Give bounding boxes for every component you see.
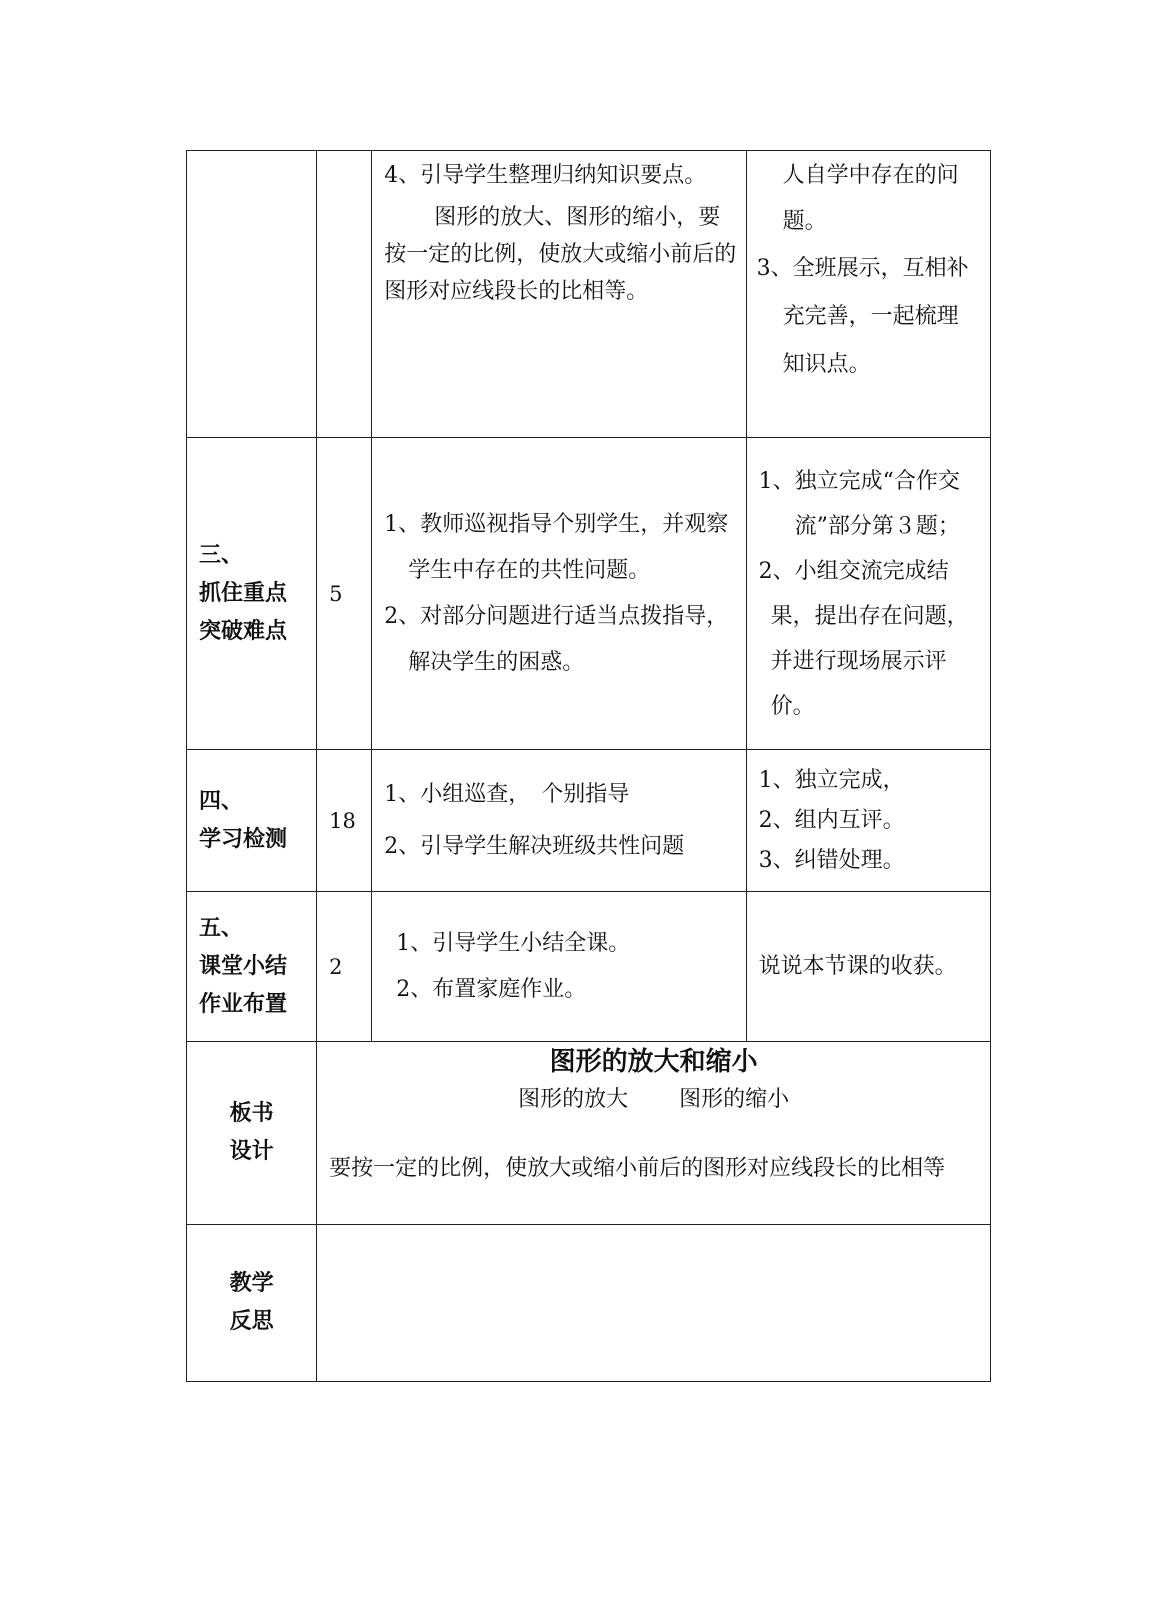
student-activity-cell <box>746 438 990 750</box>
minutes-cell: 5 <box>317 438 372 750</box>
student-line: 人自学中存在的问题。 <box>782 163 959 234</box>
table-row <box>187 750 991 892</box>
board-design-label <box>187 1042 317 1225</box>
table-row <box>187 151 991 438</box>
stage-label: 抓住重点 <box>199 580 288 606</box>
stage-cell <box>187 892 317 1042</box>
stage-label: 作业布置 <box>199 991 288 1017</box>
reflection-content <box>317 1225 991 1382</box>
board-sub-enlarge: 图形的放大 <box>518 1087 629 1112</box>
stage-cell <box>187 438 317 750</box>
student-line: 2、小组交流完成结果，提出存在问题，并进行现场展示评价。 <box>758 558 969 719</box>
teacher-activity-cell <box>372 151 746 438</box>
student-line: 1、独立完成， <box>758 767 905 793</box>
table-row <box>187 892 991 1042</box>
student-line: 2、组内互评。 <box>758 807 905 833</box>
board-subtitles <box>317 1080 990 1120</box>
board-body: 要按一定的比例，使放大或缩小前后的图形对应线段长的比相等 <box>329 1156 946 1181</box>
stage-cell <box>187 750 317 892</box>
board-label-line: 板书 <box>229 1101 274 1126</box>
teacher-line: 1、小组巡查， 个别指导 <box>384 781 630 807</box>
student-line: 1、独立完成“合作交流”部分第３题； <box>758 468 960 539</box>
teacher-line: 2、布置家庭作业。 <box>396 976 587 1002</box>
stage-label: 突破难点 <box>199 618 288 644</box>
stage-label: 四、 <box>199 788 244 814</box>
student-line: 3、纠错处理。 <box>758 847 905 873</box>
board-design-row <box>187 1042 991 1225</box>
teacher-line: 2、对部分问题进行适当点拨指导，解决学生的困惑。 <box>384 603 729 675</box>
student-activity-cell <box>746 750 990 892</box>
board-design-content <box>317 1042 991 1225</box>
minutes-cell: 18 <box>317 750 372 892</box>
reflection-label-line: 反思 <box>229 1309 274 1334</box>
board-label-line: 设计 <box>229 1139 274 1164</box>
lesson-plan-table <box>186 150 991 1382</box>
teacher-activity-cell <box>372 892 746 1042</box>
stage-label: 五、 <box>199 915 244 941</box>
reflection-label <box>187 1225 317 1382</box>
table-row <box>187 438 991 750</box>
teacher-activity-cell <box>372 750 746 892</box>
board-sub-reduce: 图形的缩小 <box>679 1087 790 1112</box>
teacher-line: 图形的放大、图形的缩小，要按一定的比例，使放大或缩小前后的图形对应线段长的比相等。 <box>384 205 737 304</box>
lesson-plan-page <box>186 150 991 1382</box>
teacher-line: 2、引导学生解决班级共性问题 <box>384 833 685 859</box>
student-activity-cell <box>746 892 990 1042</box>
teacher-line: 1、教师巡视指导个别学生，并观察学生中存在的共性问题。 <box>384 511 729 583</box>
teacher-activity-cell <box>372 438 746 750</box>
stage-label: 三、 <box>199 542 244 568</box>
minutes-cell: 2 <box>317 892 372 1042</box>
stage-label: 学习检测 <box>199 826 288 852</box>
student-line: 说说本节课的收获。 <box>758 953 957 979</box>
minutes-cell <box>317 151 372 438</box>
teacher-line: 4、引导学生整理归纳知识要点。 <box>384 163 707 188</box>
reflection-row <box>187 1225 991 1382</box>
board-title: 图形的放大和缩小 <box>549 1047 758 1077</box>
student-line: 3、全班展示，互相补充完善，一起梳理知识点。 <box>756 256 969 377</box>
stage-cell <box>187 151 317 438</box>
student-activity-cell <box>746 151 990 438</box>
teacher-line: 1、引导学生小结全课。 <box>396 930 631 956</box>
stage-label: 课堂小结 <box>199 953 288 979</box>
reflection-label-line: 教学 <box>229 1271 274 1296</box>
